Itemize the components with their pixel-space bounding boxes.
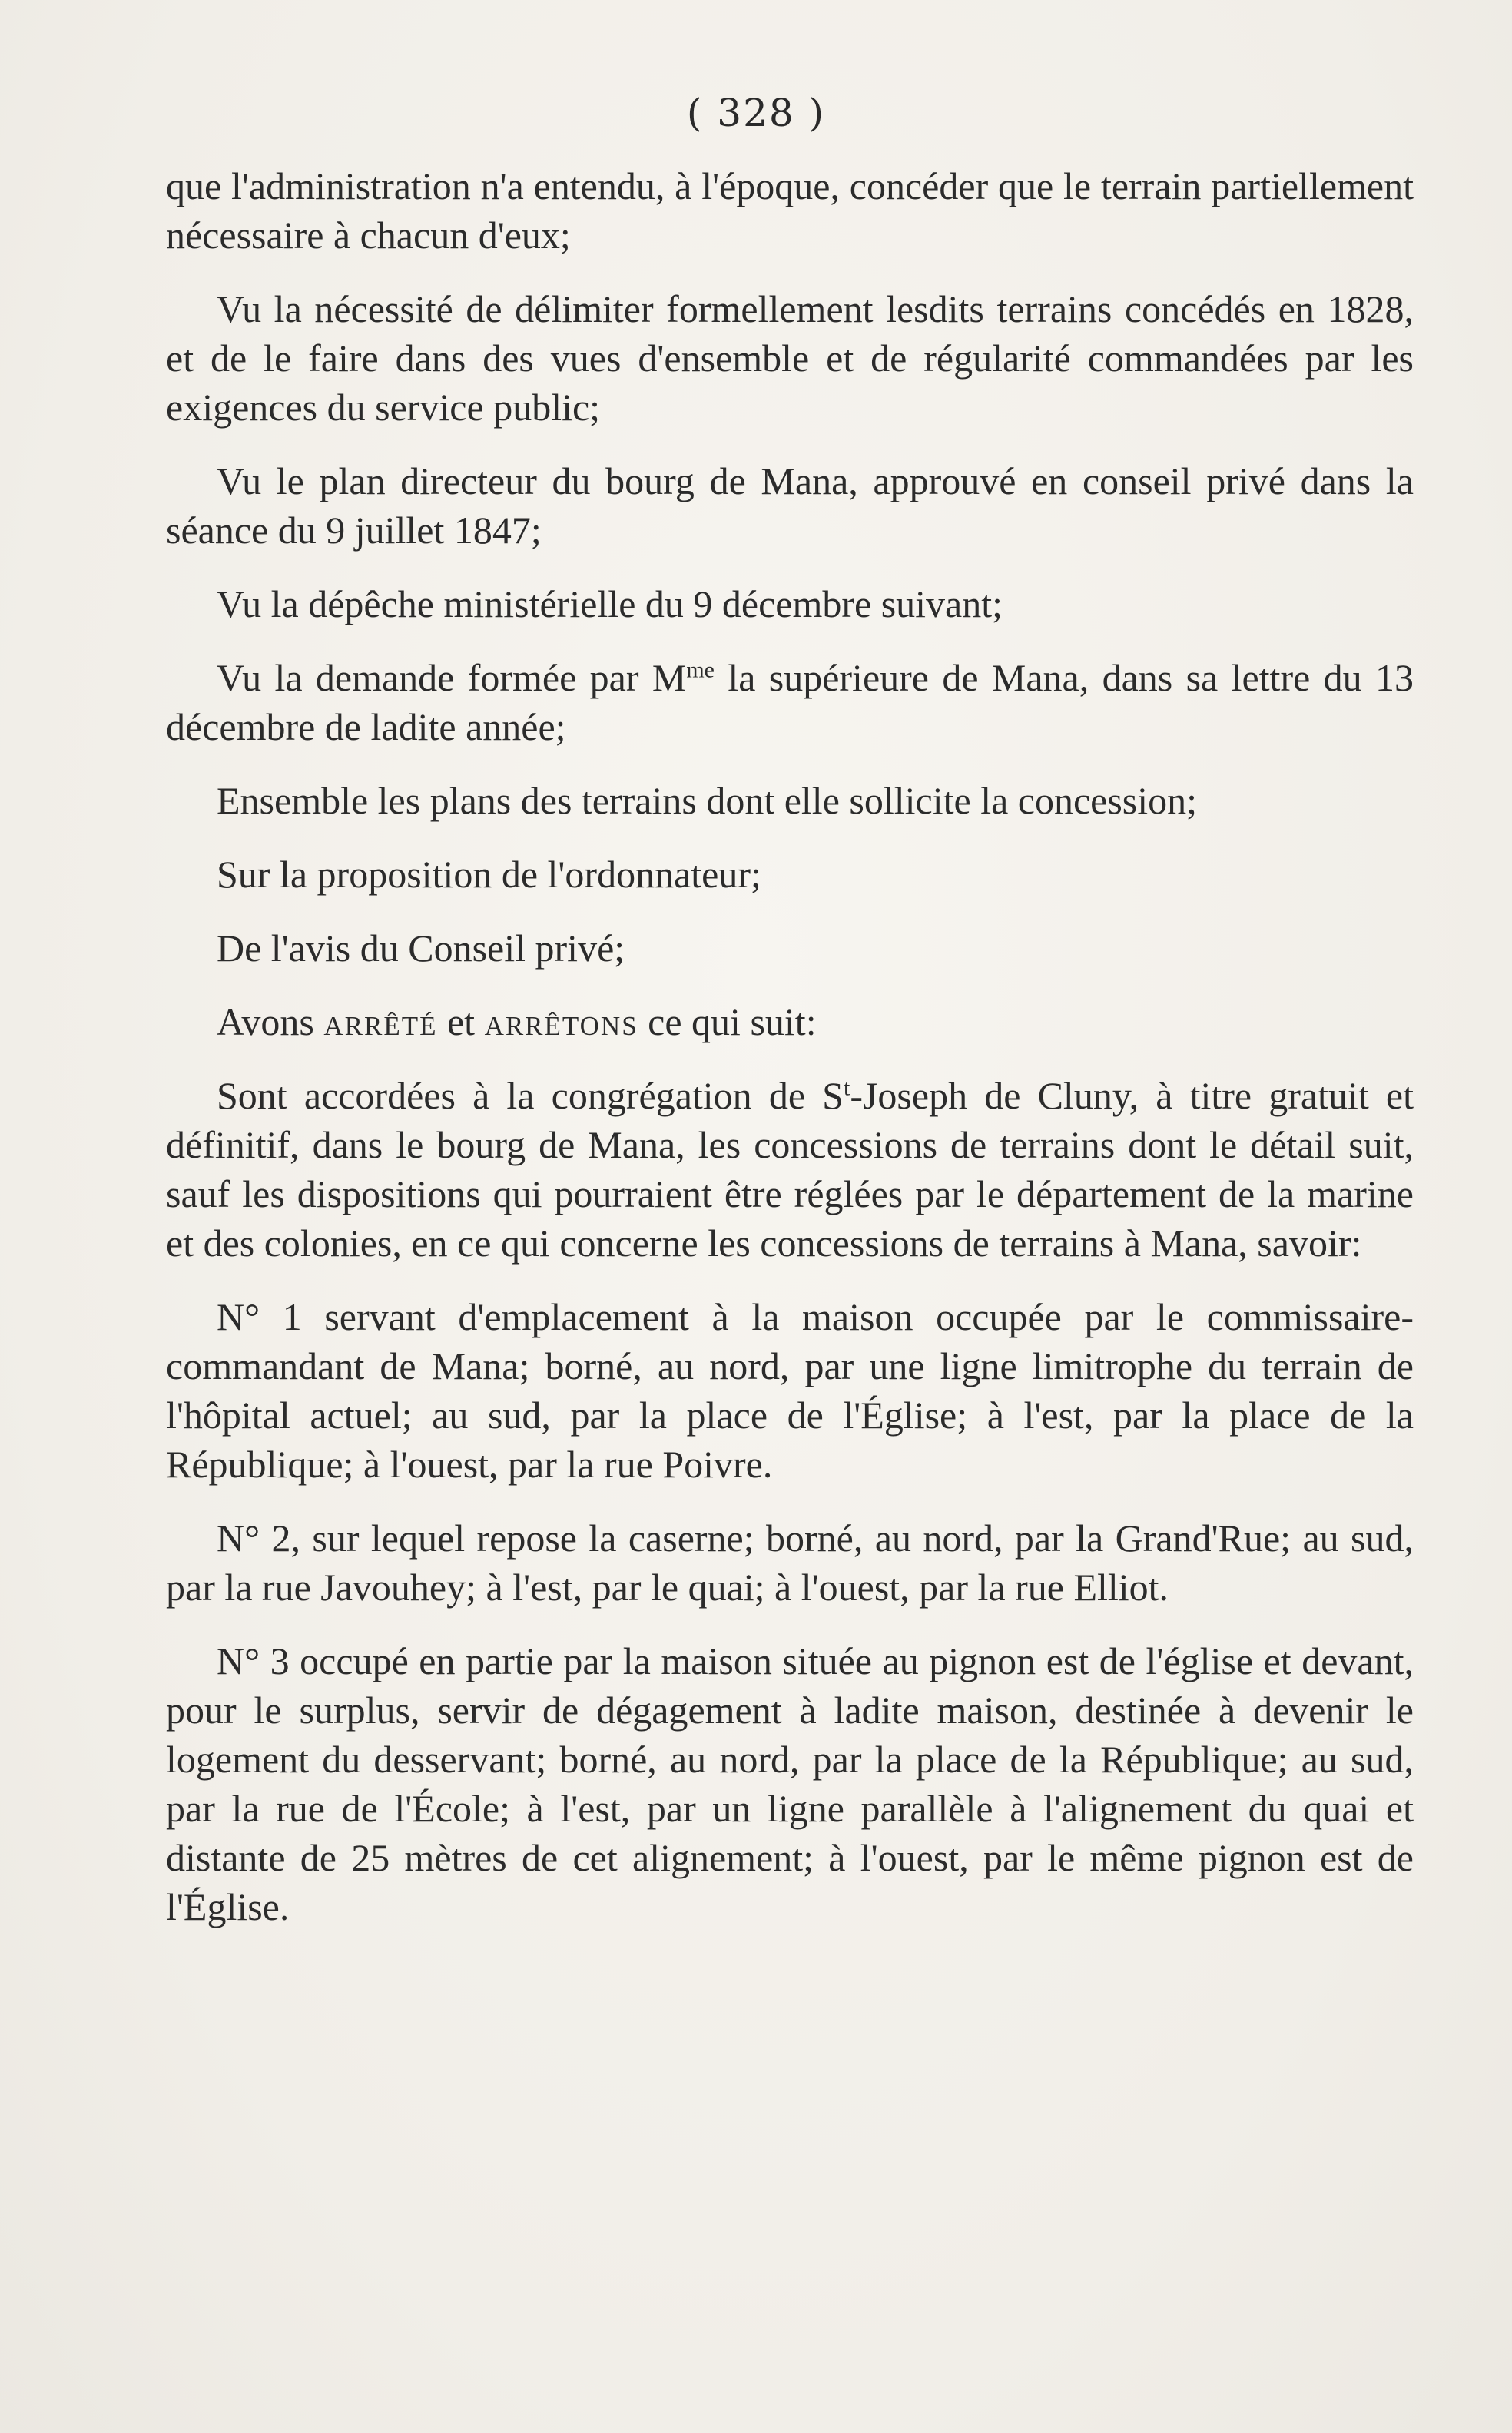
paragraph-sont-accordees: [166, 1071, 1414, 1268]
paragraph-numero-2: N° 2, sur lequel repose la caserne; borné, au nord, par la Grand'Rue; au sud, par la rue Javouhey; à l'est, par le quai; à l'ouest, par la rue Elliot.: [166, 1516, 1414, 1609]
paragraph-avons-arrete: [166, 997, 1414, 1046]
body-text: [166, 161, 1414, 1956]
paragraph-vu-demande: [166, 653, 1414, 751]
et-text: et: [437, 1000, 485, 1043]
paragraph-vu-depeche: Vu la dépêche ministérielle du 9 décembre suivant;: [217, 582, 1003, 625]
superscript-t: t: [843, 1075, 850, 1101]
paragraph-continuation: que l'administration n'a entendu, à l'époque, concéder que le terrain partiellement nécessaire à chacun d'eux;: [166, 164, 1414, 257]
paragraph-vu-demande-text-b: la supérieure de Mana, dans sa lettre du 13 décembre de ladite année;: [166, 656, 1414, 748]
paragraph-proposition: Sur la proposition de l'ordonnateur;: [217, 853, 761, 896]
ce-qui-suit-text: ce qui suit:: [638, 1000, 817, 1043]
superscript-me: me: [686, 657, 715, 683]
paragraph-vu-necessite: Vu la nécessité de délimiter formellement lesdits terrains concédés en 1828, et de le faire dans des vues d'ensemble et de régularité commandées par les exigences du service public;: [166, 287, 1414, 429]
paragraph-vu-demande-text-a: Vu la demande formée par M: [217, 656, 687, 699]
arrete-word: arrêté: [323, 1000, 438, 1043]
paragraph-ensemble-plans: Ensemble les plans des terrains dont elle sollicite la concession;: [217, 779, 1198, 822]
page-number: ( 328 ): [686, 91, 826, 135]
paragraph-vu-plan: Vu le plan directeur du bourg de Mana, approuvé en conseil privé dans la séance du 9 juillet 1847;: [166, 459, 1414, 552]
avons-text: Avons: [217, 1000, 324, 1043]
paragraph-numero-1: N° 1 servant d'emplacement à la maison occupée par le commissaire-commandant de Mana; borné, au nord, par une ligne limitrophe du terrain de l'hôpital actuel; au sud, par la place de l'Église; à l'est, par la place de la République; à l'ouest, par la rue Poivre.: [166, 1295, 1414, 1486]
arretons-word: arrêtons: [484, 1000, 638, 1043]
paragraph-numero-3: N° 3 occupé en partie par la maison située au pignon est de l'église et devant, pour le surplus, servir de dégagement à ladite maison, destinée à devenir le logement du desservant; borné, au nord, par la place de la République; au sud, par la rue de l'École; à l'est, par un ligne parallèle à l'alignement du quai et distante de 25 mètres de cet alignement; à l'ouest, par le même pignon est de l'Église.: [166, 1639, 1414, 1928]
sont-accordees-text-a: Sont accordées à la congrégation de S: [217, 1074, 844, 1117]
sont-accordees-text-b: -Joseph de Cluny, à titre gratuit et définitif, dans le bourg de Mana, les concessions de terrains dont le détail suit, sauf les dispositions qui pourraient être réglées par le département de la marine et des colonies, en ce qui concerne les concessions de terrains à Mana, savoir:: [166, 1074, 1414, 1265]
paragraph-avis: De l'avis du Conseil privé;: [217, 926, 625, 970]
